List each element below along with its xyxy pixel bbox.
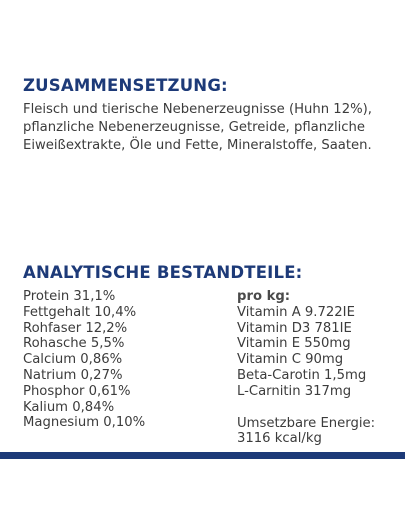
nutrient-item: Magnesium 0,10%	[23, 415, 146, 431]
per-kg-label: pro kg:	[237, 289, 291, 304]
nutrient-item: Kalium 0,84%	[23, 399, 115, 415]
nutrient-item: Protein 31,1%	[23, 289, 116, 304]
nutrient-item: Calcium 0,86%	[23, 352, 123, 368]
vitamin-item: Vitamin D3 781IE	[237, 320, 352, 336]
composition-heading: ZUSAMMENSETZUNG:	[23, 76, 228, 95]
analytic-constituents-heading: ANALYTISCHE BESTANDTEILE:	[23, 263, 303, 282]
bottom-divider-bar	[0, 452, 405, 459]
vitamin-item: L-Carnitin 317mg	[237, 383, 352, 399]
nutrient-list	[23, 289, 145, 431]
vitamin-item: Vitamin A 9.722IE	[237, 304, 355, 320]
composition-line: pflanzliche Nebenerzeugnisse, Getreide, pflanzliche	[23, 120, 366, 135]
composition-text	[23, 101, 398, 155]
list-spacer	[237, 400, 375, 416]
energy-value: 3116 kcal/kg	[237, 431, 322, 447]
nutrient-item: Fettgehalt 10,4%	[23, 304, 137, 320]
energy-label: Umsetzbare Energie:	[237, 415, 376, 431]
composition-line: Eiweißextrakte, Öle und Fette, Mineralstoffe, Saaten.	[23, 138, 372, 153]
nutrient-item: Rohfaser 12,2%	[23, 320, 128, 336]
nutrient-item: Natrium 0,27%	[23, 367, 123, 383]
vitamin-item: Vitamin C 90mg	[237, 352, 344, 368]
vitamin-list	[237, 289, 375, 447]
nutrient-item: Rohasche 5,5%	[23, 336, 125, 352]
nutrient-item: Phosphor 0,61%	[23, 383, 131, 399]
vitamin-item: Beta-Carotin 1,5mg	[237, 367, 367, 383]
vitamin-item: Vitamin E 550mg	[237, 336, 351, 352]
composition-line: Fleisch und tierische Nebenerzeugnisse (Huhn 12%),	[23, 102, 372, 117]
